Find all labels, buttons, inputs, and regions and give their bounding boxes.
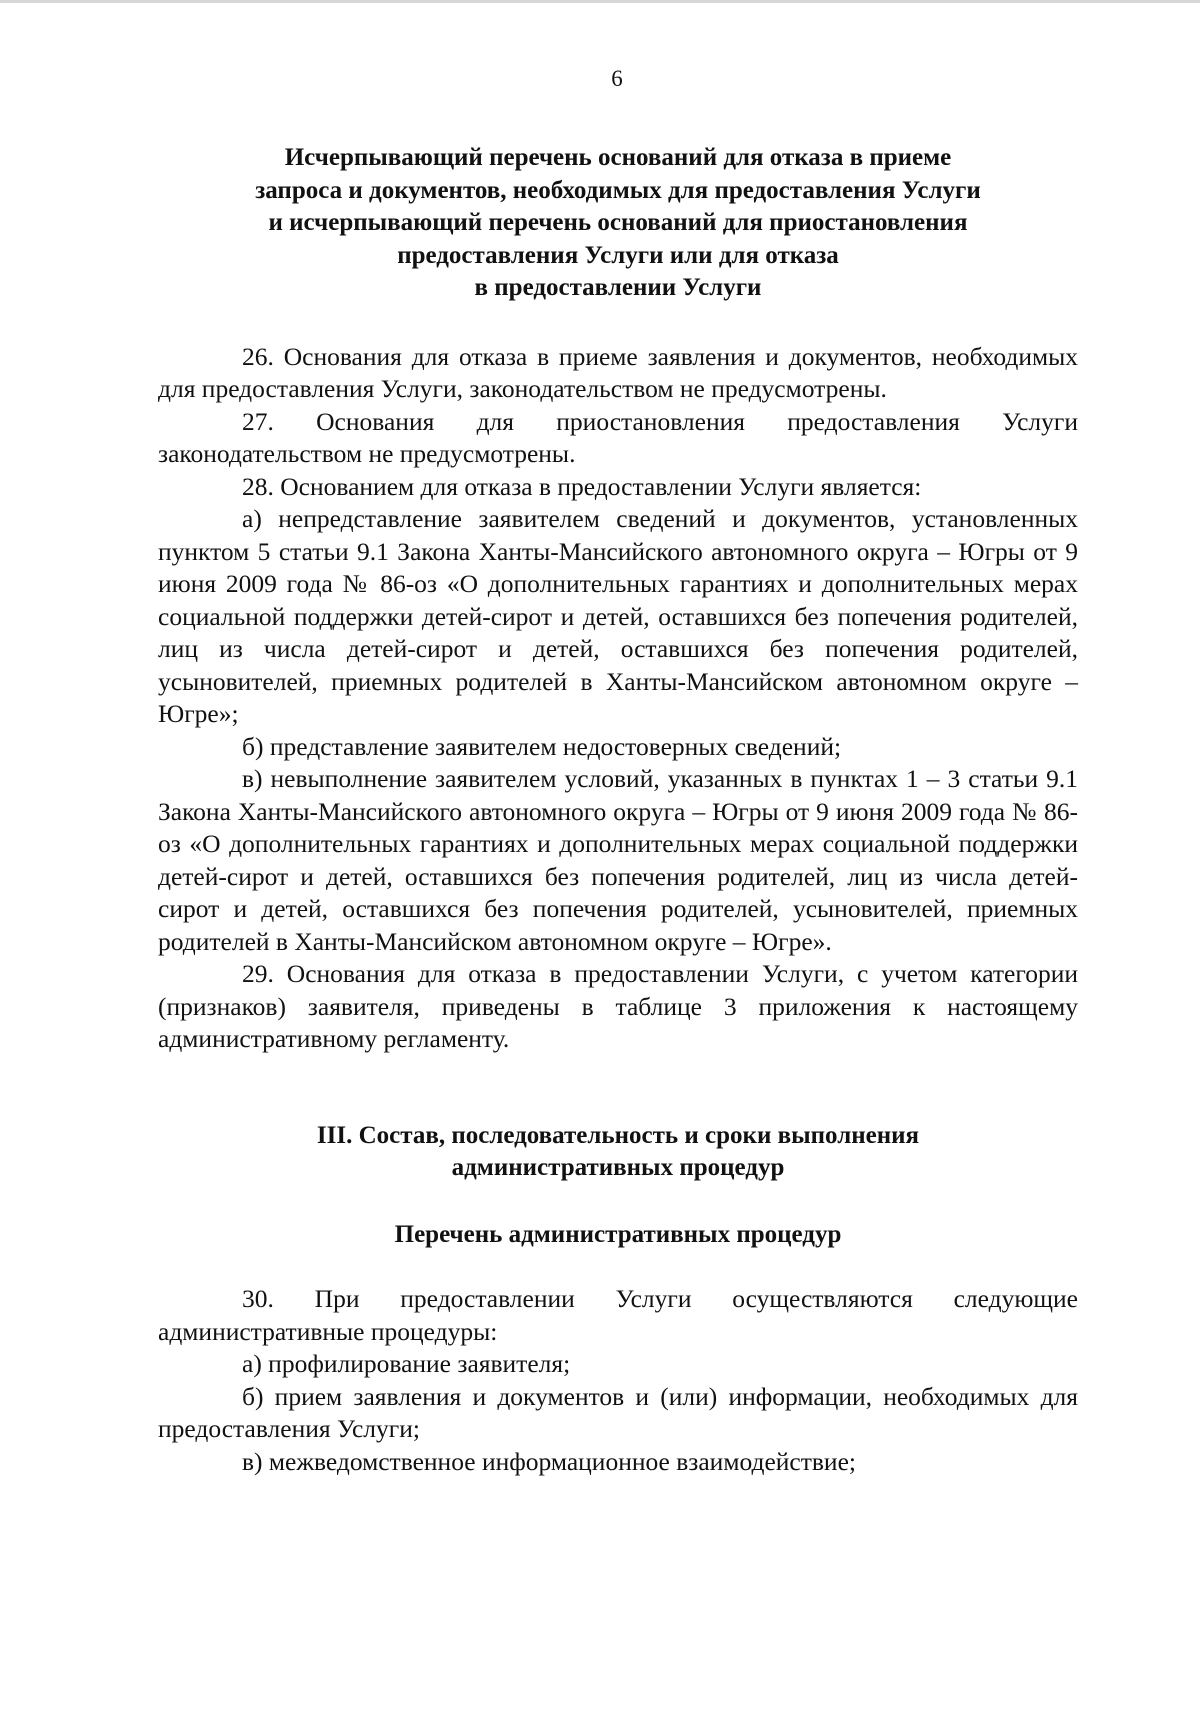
paragraph-28-b: б) представление заявителем недостоверных сведений; (242, 731, 842, 761)
document-body (158, 142, 1078, 1478)
scan-edge-line (0, 0, 1200, 3)
heading-line: предоставления Услуги или для отказа (397, 241, 839, 269)
section-title-line: административных процедур (451, 1154, 785, 1181)
heading-line: и исчерпывающий перечень оснований для приостановления (268, 209, 968, 236)
heading-line: Исчерпывающий перечень оснований для отказа в приеме (284, 144, 952, 171)
paragraph-28-c: в) невыполнение заявителем условий, указанных в пунктах 1 – 3 статьи 9.1 Закона Ханты-Мансийского автономного округа – Югры от 9 июня 2009 года № 86-оз «О дополнительных гарантиях и дополнительных мерах социальной поддержки детей-сирот и детей, оставшихся без попечения родителей, лиц из числа детей-сирот и детей, оставшихся без попечения родителей, усыновителей, приемных родителей в Ханты-Мансийском автономном округе – Югре». (158, 764, 1078, 956)
section-3-title (158, 1120, 1078, 1185)
section-title-line: III. Состав, последовательность и сроки выполнения (316, 1121, 920, 1149)
paragraph-29: 29. Основания для отказа в предоставлении Услуги, с учетом категории (признаков) заявителя, приведены в таблице 3 приложения к настоящему административному регламенту. (158, 959, 1078, 1053)
paragraph-27: 27. Основания для приостановления предоставления Услуги законодательством не предусмотрены. (158, 406, 1078, 468)
heading-line: запроса и документов, необходимых для предоставления Услуги (255, 176, 981, 204)
heading-line: в предоставлении Услуги (474, 274, 762, 301)
paragraph-30: 30. При предоставлении Услуги осуществляются следующие административные процедуры: (158, 1284, 1078, 1346)
heading-refusal-grounds (158, 142, 1078, 305)
paragraph-30-a: а) профилирование заявителя; (242, 1349, 571, 1378)
section-3-subtitle: Перечень административных процедур (394, 1220, 842, 1248)
paragraph-28: 28. Основанием для отказа в предоставлении Услуги является: (242, 471, 922, 501)
page-number: 6 (611, 66, 623, 91)
paragraph-30-c: в) межведомственное информационное взаимодействие; (242, 1446, 856, 1476)
paragraph-28-a: а) непредставление заявителем сведений и документов, установленных пунктом 5 статьи 9.1 Закона Ханты-Мансийского автономного округа – Югры от 9 июня 2009 года № 86-оз «О дополнительных гарантиях и дополнительных мерах социальной поддержки детей-сирот и детей, оставшихся без попечения родителей, лиц из числа детей-сирот и детей, оставшихся без попечения родителей, усыновителей, приемных родителей в Ханты-Мансийском автономном округе – Югре»; (158, 504, 1078, 728)
paragraph-30-b: б) прием заявления и документов и (или) информации, необходимых для предоставления Услуги; (158, 1381, 1078, 1443)
paragraph-26: 26. Основания для отказа в приеме заявления и документов, необходимых для предоставления Услуги, законодательством не предусмотрены. (158, 341, 1078, 403)
